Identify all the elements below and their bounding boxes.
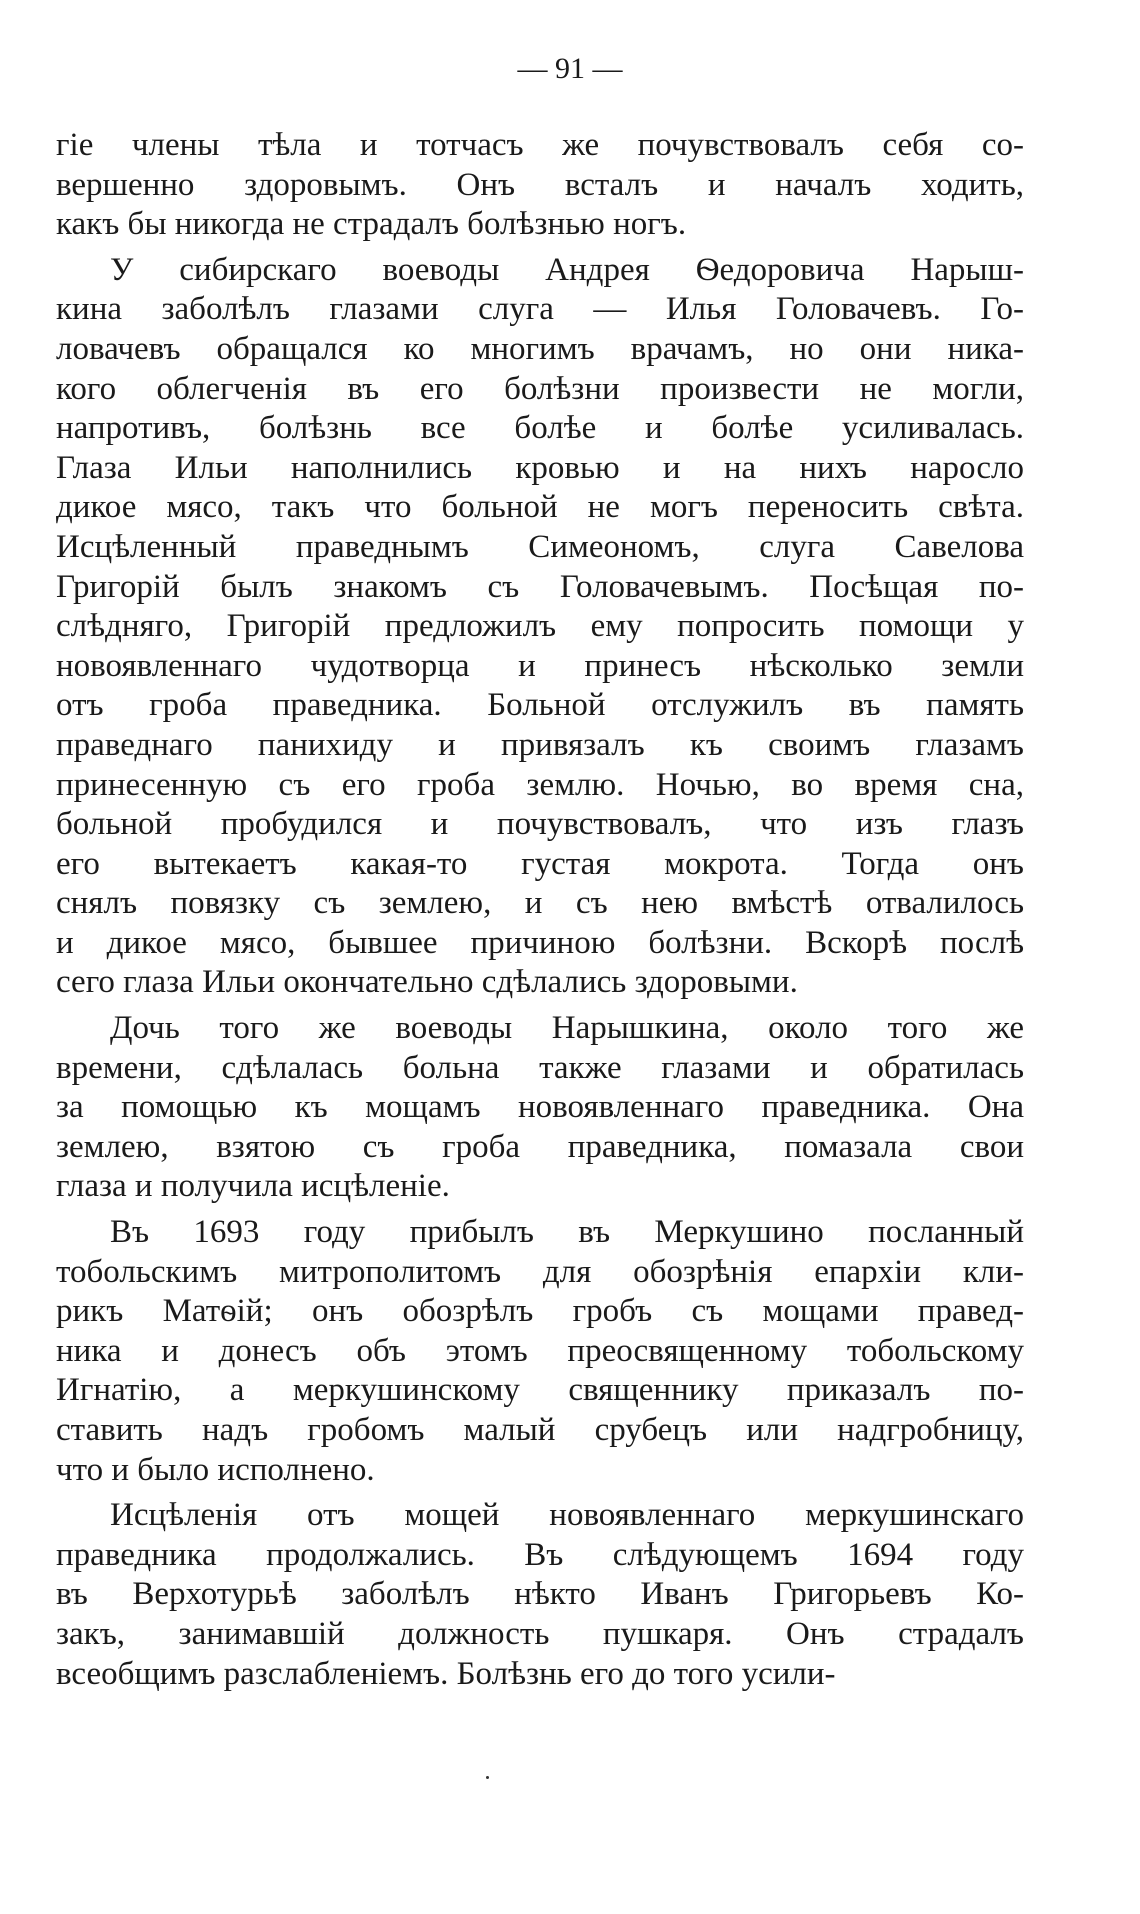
- text-line: тобольскимъ митрополитомъ для обозрѣнія епархіи кли-: [56, 1253, 1024, 1290]
- text-line: и дикое мясо, бывшее причиною болѣзни. Вскорѣ послѣ: [56, 924, 1024, 961]
- text-line: гіе члены тѣла и тотчасъ же почувствовалъ себя со-: [56, 127, 1024, 163]
- paragraph: [56, 1009, 1024, 1207]
- print-speck: [486, 1776, 489, 1779]
- text-line: Исцѣленный праведнымъ Симеономъ, слуга Савелова: [56, 528, 1024, 565]
- text-line: Глаза Ильи наполнились кровью и на нихъ наросло: [56, 449, 1024, 486]
- text-line: что и было исполнено.: [56, 1451, 375, 1488]
- text-line: кого облегченія въ его болѣзни произвести не могли,: [56, 370, 1024, 407]
- text-line: времени, сдѣлалась больна также глазами и обратилась: [56, 1049, 1024, 1086]
- text-line: ловачевъ обращался ко многимъ врачамъ, но они ника-: [56, 330, 1024, 367]
- text-line: снялъ повязку съ землею, и съ нею вмѣстѣ отвалилось: [56, 885, 1024, 922]
- text-line: глаза и получила исцѣленіе.: [56, 1168, 450, 1205]
- text-line: больной пробудился и почувствовалъ, что изъ глазъ: [56, 806, 1024, 843]
- text-line: вершенно здоровымъ. Онъ всталъ и началъ ходить,: [56, 166, 1024, 203]
- text-line: Игнатію, а меркушинскому священнику приказалъ по-: [56, 1372, 1024, 1409]
- text-line: какъ бы никогда не страдалъ болѣзнью ногъ.: [56, 206, 687, 243]
- text-line: дикое мясо, такъ что больной не могъ переносить свѣта.: [56, 489, 1024, 526]
- page-number: — 91 —: [517, 52, 623, 85]
- text-line: его вытекаетъ какая-то густая мокрота. Тогда онъ: [56, 845, 1024, 882]
- paragraph: [56, 251, 1024, 1003]
- text-line: напротивъ, болѣзнь все болѣе и болѣе усиливалась.: [56, 410, 1024, 447]
- paragraph: [56, 1496, 1024, 1694]
- text-line: Григорій былъ знакомъ съ Головачевымъ. Посѣщая по-: [56, 568, 1024, 605]
- text-line: праведника продолжались. Въ слѣдующемъ 1694 году: [56, 1536, 1024, 1573]
- text-line: землею, взятою съ гроба праведника, помазала свои: [56, 1128, 1024, 1165]
- text-line: Въ 1693 году прибылъ въ Меркушино посланный: [110, 1214, 1024, 1251]
- text-line: за помощью къ мощамъ новоявленнаго праведника. Она: [56, 1089, 1024, 1126]
- text-line: слѣдняго, Григорій предложилъ ему попросить помощи у: [56, 608, 1024, 645]
- text-line: ника и донесъ объ этомъ преосвященному тобольскому: [56, 1332, 1024, 1369]
- text-line: кина заболѣлъ глазами слуга — Илья Головачевъ. Го-: [56, 291, 1024, 328]
- text-line: всеобщимъ разслабленіемъ. Болѣзнь его до того усили-: [56, 1655, 836, 1692]
- text-line: принесенную съ его гроба землю. Ночью, во время сна,: [56, 766, 1024, 803]
- text-line: отъ гроба праведника. Больной отслужилъ въ память: [56, 687, 1024, 724]
- text-line: Дочь того же воеводы Нарышкина, около того же: [110, 1010, 1024, 1047]
- text-line: Исцѣленія отъ мощей новоявленнаго меркушинскаго: [110, 1497, 1024, 1534]
- text-line: въ Верхотурьѣ заболѣлъ нѣкто Иванъ Григорьевъ Ко-: [56, 1576, 1024, 1613]
- text-line: праведнаго панихиду и привязалъ къ своимъ глазамъ: [56, 726, 1024, 763]
- text-line: сего глаза Ильи окончательно сдѣлались здоровыми.: [56, 964, 798, 1001]
- body-text: [56, 126, 1024, 1694]
- text-line: ставить надъ гробомъ малый срубецъ или надгробницу,: [56, 1412, 1024, 1448]
- text-line: новоявленнаго чудотворца и принесъ нѣсколько земли: [56, 647, 1024, 684]
- text-line: рикъ Матѳій; онъ обозрѣлъ гробъ съ мощами правед-: [56, 1293, 1024, 1330]
- paragraph: [56, 1213, 1024, 1490]
- text-line: У сибирскаго воеводы Андрея Ѳедоровича Нарыш-: [110, 251, 1024, 288]
- text-line: закъ, занимавшій должность пушкаря. Онъ страдалъ: [56, 1615, 1024, 1652]
- paragraph: [56, 126, 1024, 245]
